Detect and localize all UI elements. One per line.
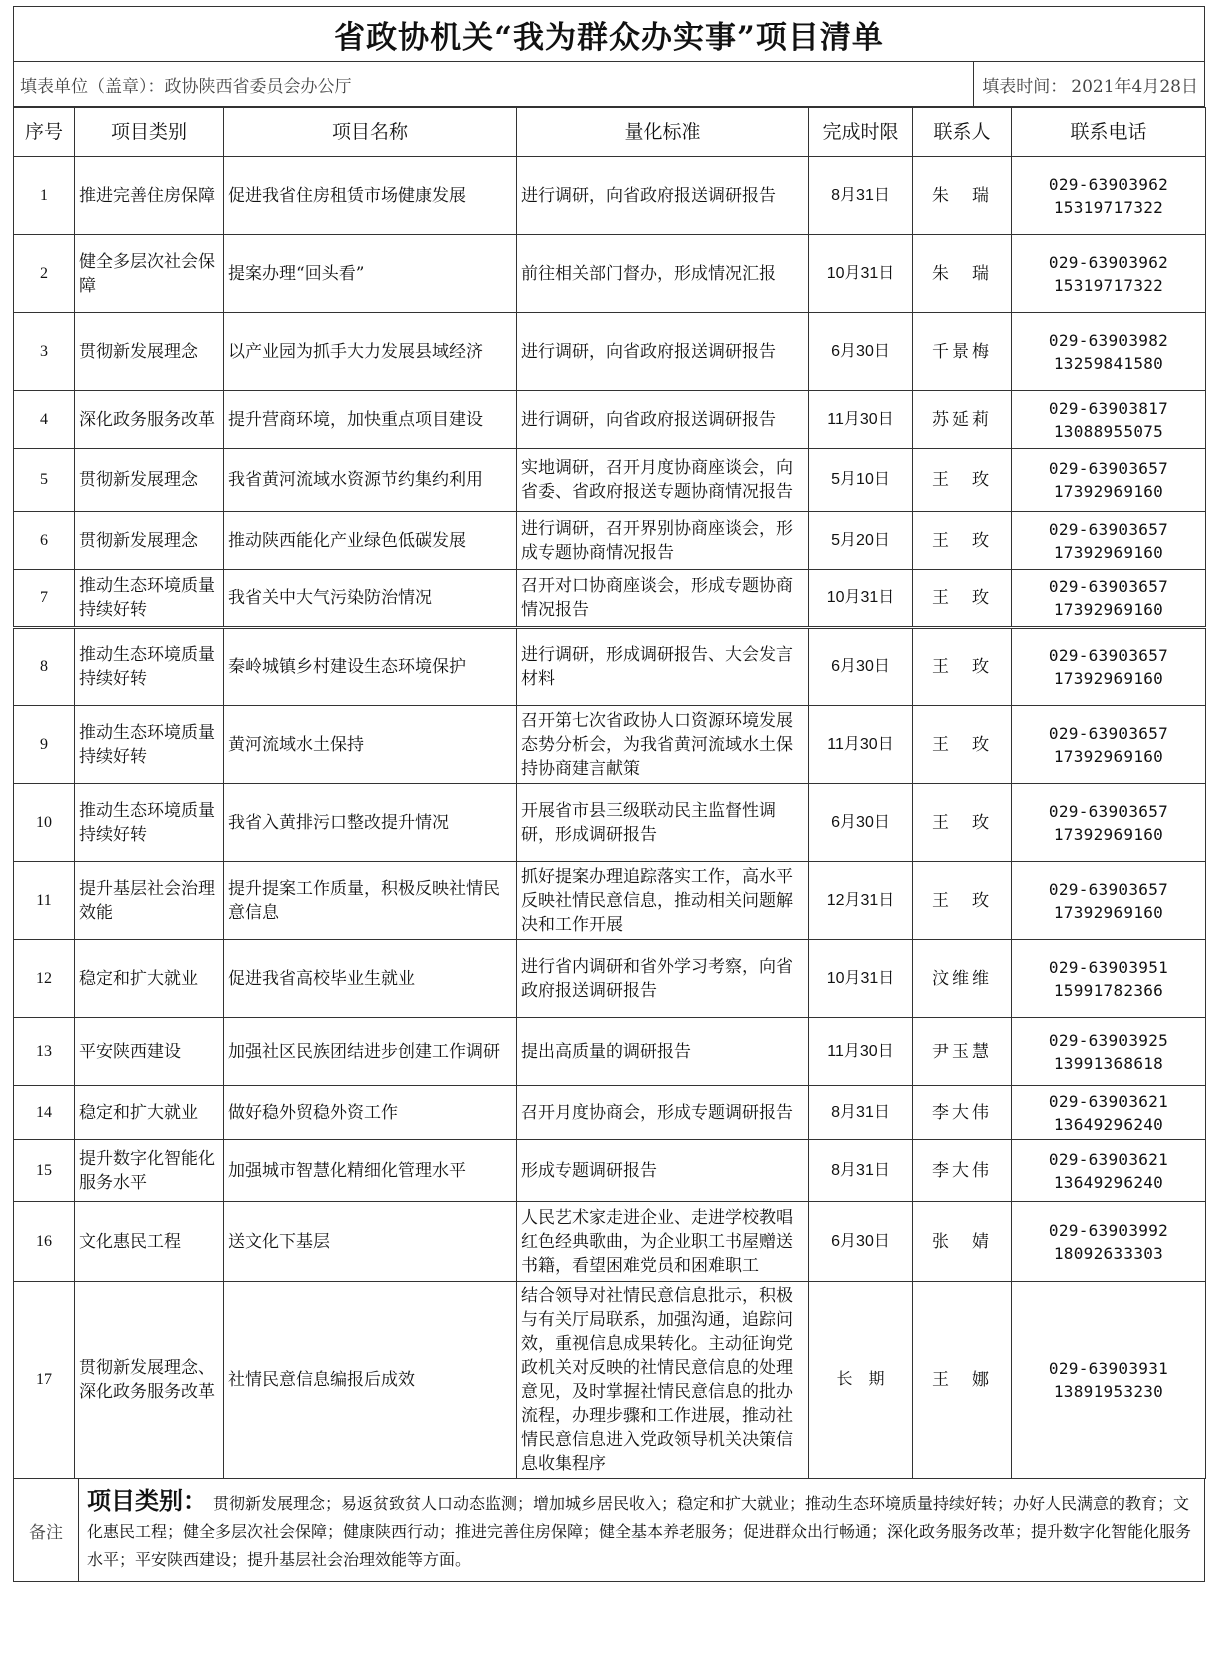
table-row xyxy=(14,1282,1206,1479)
row-contact: 王 玫 xyxy=(913,706,1012,784)
phone-mobile: 17392969160 xyxy=(1053,600,1164,619)
table-row xyxy=(14,235,1206,313)
table-row xyxy=(14,862,1206,940)
row-category: 推进完善住房保障 xyxy=(75,157,224,235)
phone-mobile: 18092633303 xyxy=(1053,1243,1164,1263)
row-standard: 开展省市县三级联动民主监督性调研，形成调研报告 xyxy=(517,784,809,862)
row-phone xyxy=(1012,570,1206,628)
table-row xyxy=(14,784,1206,862)
table-row xyxy=(14,628,1206,706)
row-seq: 15 xyxy=(14,1140,75,1202)
row-contact: 王 玫 xyxy=(913,628,1012,706)
row-contact: 李大伟 xyxy=(913,1140,1012,1202)
date-info xyxy=(973,62,1198,106)
row-phone xyxy=(1012,313,1206,391)
row-phone xyxy=(1012,706,1206,784)
phone-landline: 029-63903992 xyxy=(1048,1220,1169,1240)
row-category: 推动生态环境质量持续好转 xyxy=(75,570,224,628)
row-category: 推动生态环境质量持续好转 xyxy=(75,784,224,862)
header-standard: 量化标准 xyxy=(517,108,809,157)
row-name: 秦岭城镇乡村建设生态环境保护 xyxy=(224,628,517,706)
row-contact: 尹玉慧 xyxy=(913,1018,1012,1086)
phone-landline: 029-63903657 xyxy=(1048,723,1169,743)
row-name: 提案办理“回头看” xyxy=(224,235,517,313)
row-phone xyxy=(1012,1018,1206,1086)
row-standard: 召开月度协商会，形成专题调研报告 xyxy=(517,1086,809,1140)
row-contact: 汶维维 xyxy=(913,940,1012,1018)
row-name: 以产业园为抓手大力发展县域经济 xyxy=(224,313,517,391)
table-row xyxy=(14,570,1206,628)
row-phone xyxy=(1012,235,1206,313)
document-sheet xyxy=(13,6,1205,1582)
phone-mobile: 17392969160 xyxy=(1053,824,1164,844)
row-seq: 17 xyxy=(14,1282,75,1479)
row-name: 促进我省高校毕业生就业 xyxy=(224,940,517,1018)
row-standard: 进行省内调研和省外学习考察，向省政府报送调研报告 xyxy=(517,940,809,1018)
phone-landline: 029-63903982 xyxy=(1048,330,1169,350)
header-seq: 序号 xyxy=(14,108,75,157)
header-name: 项目名称 xyxy=(224,108,517,157)
table-row xyxy=(14,157,1206,235)
row-phone xyxy=(1012,391,1206,449)
header-contact: 联系人 xyxy=(913,108,1012,157)
phone-mobile: 13649296240 xyxy=(1053,1114,1164,1134)
row-deadline: 8月31日 xyxy=(809,157,913,235)
row-seq: 13 xyxy=(14,1018,75,1086)
row-standard: 抓好提案办理追踪落实工作，高水平反映社情民意信息，推动相关问题解决和工作开展 xyxy=(517,862,809,940)
row-deadline: 10月31日 xyxy=(809,235,913,313)
row-contact: 张 婧 xyxy=(913,1202,1012,1282)
row-contact: 王 玫 xyxy=(913,862,1012,940)
row-seq: 6 xyxy=(14,512,75,570)
row-seq: 1 xyxy=(14,157,75,235)
row-standard: 召开对口协商座谈会，形成专题协商情况报告 xyxy=(517,570,809,628)
row-deadline: 11月30日 xyxy=(809,391,913,449)
row-seq: 16 xyxy=(14,1202,75,1282)
row-phone xyxy=(1012,1086,1206,1140)
table-row xyxy=(14,940,1206,1018)
row-deadline: 6月30日 xyxy=(809,1202,913,1282)
header-category: 项目类别 xyxy=(75,108,224,157)
row-deadline: 10月31日 xyxy=(809,570,913,628)
row-standard: 进行调研，向省政府报送调研报告 xyxy=(517,157,809,235)
unit-label: 填表单位（盖章）： xyxy=(20,76,165,97)
table-row xyxy=(14,1086,1206,1140)
row-standard: 进行调研，向省政府报送调研报告 xyxy=(517,313,809,391)
row-deadline: 5月10日 xyxy=(809,449,913,512)
row-standard: 进行调研，形成调研报告、大会发言材料 xyxy=(517,628,809,706)
phone-mobile: 15319717322 xyxy=(1053,197,1164,217)
table-row xyxy=(14,1018,1206,1086)
phone-landline: 029-63903951 xyxy=(1048,957,1169,977)
row-seq: 2 xyxy=(14,235,75,313)
phone-mobile: 17392969160 xyxy=(1053,482,1164,501)
row-seq: 7 xyxy=(14,570,75,628)
row-name: 黄河流域水土保持 xyxy=(224,706,517,784)
row-category: 贯彻新发展理念、深化政务服务改革 xyxy=(75,1282,224,1479)
phone-mobile: 17392969160 xyxy=(1053,746,1164,766)
row-standard: 进行调研，向省政府报送调研报告 xyxy=(517,391,809,449)
row-standard: 结合领导对社情民意信息批示，积极与有关厅局联系，加强沟通，追踪问效，重视信息成果转化。主动征询党政机关对反映的社情民意信息的处理意见，及时掌握社情民意信息的批办流程，办理步骤和工作进展，推动社情民意信息进入党政领导机关决策信息收集程序 xyxy=(517,1282,809,1479)
phone-landline: 029-63903657 xyxy=(1048,646,1169,665)
row-phone xyxy=(1012,1140,1206,1202)
row-standard: 提出高质量的调研报告 xyxy=(517,1018,809,1086)
row-deadline: 11月30日 xyxy=(809,1018,913,1086)
phone-mobile: 17392969160 xyxy=(1053,669,1164,688)
row-deadline: 11月30日 xyxy=(809,706,913,784)
row-name: 我省关中大气污染防治情况 xyxy=(224,570,517,628)
phone-landline: 029-63903931 xyxy=(1048,1359,1169,1378)
row-standard: 形成专题调研报告 xyxy=(517,1140,809,1202)
phone-landline: 029-63903657 xyxy=(1048,879,1169,899)
row-contact: 王 玫 xyxy=(913,449,1012,512)
table-row xyxy=(14,706,1206,784)
row-seq: 8 xyxy=(14,628,75,706)
phone-mobile: 17392969160 xyxy=(1053,542,1164,562)
phone-mobile: 15319717322 xyxy=(1053,275,1164,295)
row-contact: 朱 瑞 xyxy=(913,235,1012,313)
phone-landline: 029-63903657 xyxy=(1048,577,1169,596)
phone-mobile: 13891953230 xyxy=(1053,1382,1164,1401)
row-deadline: 5月20日 xyxy=(809,512,913,570)
row-contact: 苏延莉 xyxy=(913,391,1012,449)
row-contact: 千景梅 xyxy=(913,313,1012,391)
row-deadline: 12月31日 xyxy=(809,862,913,940)
phone-mobile: 13991368618 xyxy=(1053,1053,1164,1073)
row-category: 推动生态环境质量持续好转 xyxy=(75,628,224,706)
row-deadline: 长 期 xyxy=(809,1282,913,1479)
phone-mobile: 13649296240 xyxy=(1053,1172,1164,1192)
row-category: 健全多层次社会保障 xyxy=(75,235,224,313)
phone-landline: 029-63903962 xyxy=(1048,174,1169,194)
table-row xyxy=(14,449,1206,512)
row-name: 社情民意信息编报后成效 xyxy=(224,1282,517,1479)
row-standard: 实地调研，召开月度协商座谈会，向省委、省政府报送专题协商情况报告 xyxy=(517,449,809,512)
row-deadline: 6月30日 xyxy=(809,628,913,706)
row-phone xyxy=(1012,784,1206,862)
row-deadline: 8月31日 xyxy=(809,1086,913,1140)
phone-mobile: 13088955075 xyxy=(1053,421,1164,441)
table-row xyxy=(14,1202,1206,1282)
remarks-section xyxy=(13,1479,1205,1582)
row-name: 提升提案工作质量，积极反映社情民意信息 xyxy=(224,862,517,940)
remarks-text: 贯彻新发展理念；易返贫致贫人口动态监测；增加城乡居民收入；稳定和扩大就业；推动生态环境质量持续好转；办好人民满意的教育；文化惠民工程；健全多层次社会保障；健康陕西行动；推进完善住房保障；健全基本养老服务；促进群众出行畅通；深化政务服务改革；提升数字化智能化服务水平；平安陕西建设；提升基层社会治理效能等方面。 xyxy=(87,1494,1192,1569)
row-category: 深化政务服务改革 xyxy=(75,391,224,449)
row-contact: 王 玫 xyxy=(913,512,1012,570)
row-category: 提升基层社会治理效能 xyxy=(75,862,224,940)
row-name: 加强社区民族团结进步创建工作调研 xyxy=(224,1018,517,1086)
table-row xyxy=(14,1140,1206,1202)
row-standard: 召开第七次省政协人口资源环境发展态势分析会，为我省黄河流域水土保持协商建言献策 xyxy=(517,706,809,784)
header-phone: 联系电话 xyxy=(1012,108,1206,157)
row-contact: 王 玫 xyxy=(913,570,1012,628)
header-deadline: 完成时限 xyxy=(809,108,913,157)
date-label: 填表时间： xyxy=(982,76,1068,97)
row-category: 稳定和扩大就业 xyxy=(75,940,224,1018)
row-deadline: 6月30日 xyxy=(809,784,913,862)
row-category: 贯彻新发展理念 xyxy=(75,449,224,512)
row-name: 促进我省住房租赁市场健康发展 xyxy=(224,157,517,235)
phone-landline: 029-63903621 xyxy=(1048,1091,1169,1111)
row-phone xyxy=(1012,157,1206,235)
page-title: 省政协机关“我为群众办实事”项目清单 xyxy=(13,6,1205,61)
table-header-row xyxy=(14,108,1206,157)
row-phone xyxy=(1012,862,1206,940)
row-seq: 5 xyxy=(14,449,75,512)
row-contact: 朱 瑞 xyxy=(913,157,1012,235)
row-phone xyxy=(1012,1282,1206,1479)
row-contact: 王 娜 xyxy=(913,1282,1012,1479)
phone-landline: 029-63903621 xyxy=(1048,1149,1169,1169)
row-phone xyxy=(1012,940,1206,1018)
row-phone xyxy=(1012,628,1206,706)
row-contact: 李大伟 xyxy=(913,1086,1012,1140)
row-phone xyxy=(1012,449,1206,512)
row-category: 贯彻新发展理念 xyxy=(75,512,224,570)
remarks-body xyxy=(78,1479,1204,1581)
phone-landline: 029-63903657 xyxy=(1048,459,1169,478)
row-category: 稳定和扩大就业 xyxy=(75,1086,224,1140)
phone-mobile: 15991782366 xyxy=(1053,980,1164,1000)
row-seq: 14 xyxy=(14,1086,75,1140)
phone-landline: 029-63903817 xyxy=(1048,398,1169,418)
row-deadline: 8月31日 xyxy=(809,1140,913,1202)
table-body xyxy=(14,157,1206,1479)
row-name: 做好稳外贸稳外资工作 xyxy=(224,1086,517,1140)
row-category: 文化惠民工程 xyxy=(75,1202,224,1282)
row-name: 提升营商环境，加快重点项目建设 xyxy=(224,391,517,449)
row-name: 送文化下基层 xyxy=(224,1202,517,1282)
unit-value: 政协陕西省委员会办公厅 xyxy=(164,76,352,97)
row-seq: 3 xyxy=(14,313,75,391)
table-row xyxy=(14,391,1206,449)
phone-mobile: 13259841580 xyxy=(1053,353,1164,373)
phone-landline: 029-63903925 xyxy=(1048,1030,1169,1050)
unit-info xyxy=(20,72,352,97)
project-table xyxy=(13,107,1206,1479)
phone-landline: 029-63903657 xyxy=(1048,801,1169,821)
row-contact: 王 玫 xyxy=(913,784,1012,862)
remarks-heading: 项目类别： xyxy=(87,1486,207,1515)
row-seq: 9 xyxy=(14,706,75,784)
table-row xyxy=(14,313,1206,391)
row-name: 我省黄河流域水资源节约集约利用 xyxy=(224,449,517,512)
row-seq: 12 xyxy=(14,940,75,1018)
row-name: 我省入黄排污口整改提升情况 xyxy=(224,784,517,862)
row-phone xyxy=(1012,1202,1206,1282)
phone-landline: 029-63903657 xyxy=(1048,519,1169,539)
row-category: 提升数字化智能化服务水平 xyxy=(75,1140,224,1202)
phone-landline: 029-63903962 xyxy=(1048,252,1169,272)
phone-mobile: 17392969160 xyxy=(1053,902,1164,922)
row-deadline: 10月31日 xyxy=(809,940,913,1018)
row-category: 平安陕西建设 xyxy=(75,1018,224,1086)
row-standard: 进行调研，召开界别协商座谈会，形成专题协商情况报告 xyxy=(517,512,809,570)
row-phone xyxy=(1012,512,1206,570)
row-deadline: 6月30日 xyxy=(809,313,913,391)
row-category: 贯彻新发展理念 xyxy=(75,313,224,391)
info-bar xyxy=(13,61,1205,107)
remarks-label: 备注 xyxy=(29,1522,63,1543)
row-standard: 人民艺术家走进企业、走进学校教唱红色经典歌曲，为企业职工书屋赠送书籍，看望困难党员和困难职工 xyxy=(517,1202,809,1282)
row-seq: 4 xyxy=(14,391,75,449)
row-standard: 前往相关部门督办，形成情况汇报 xyxy=(517,235,809,313)
row-seq: 11 xyxy=(14,862,75,940)
row-category: 推动生态环境质量持续好转 xyxy=(75,706,224,784)
date-value: 2021年4月28日 xyxy=(1071,76,1198,97)
row-name: 推动陕西能化产业绿色低碳发展 xyxy=(224,512,517,570)
table-row xyxy=(14,512,1206,570)
row-name: 加强城市智慧化精细化管理水平 xyxy=(224,1140,517,1202)
row-seq: 10 xyxy=(14,784,75,862)
